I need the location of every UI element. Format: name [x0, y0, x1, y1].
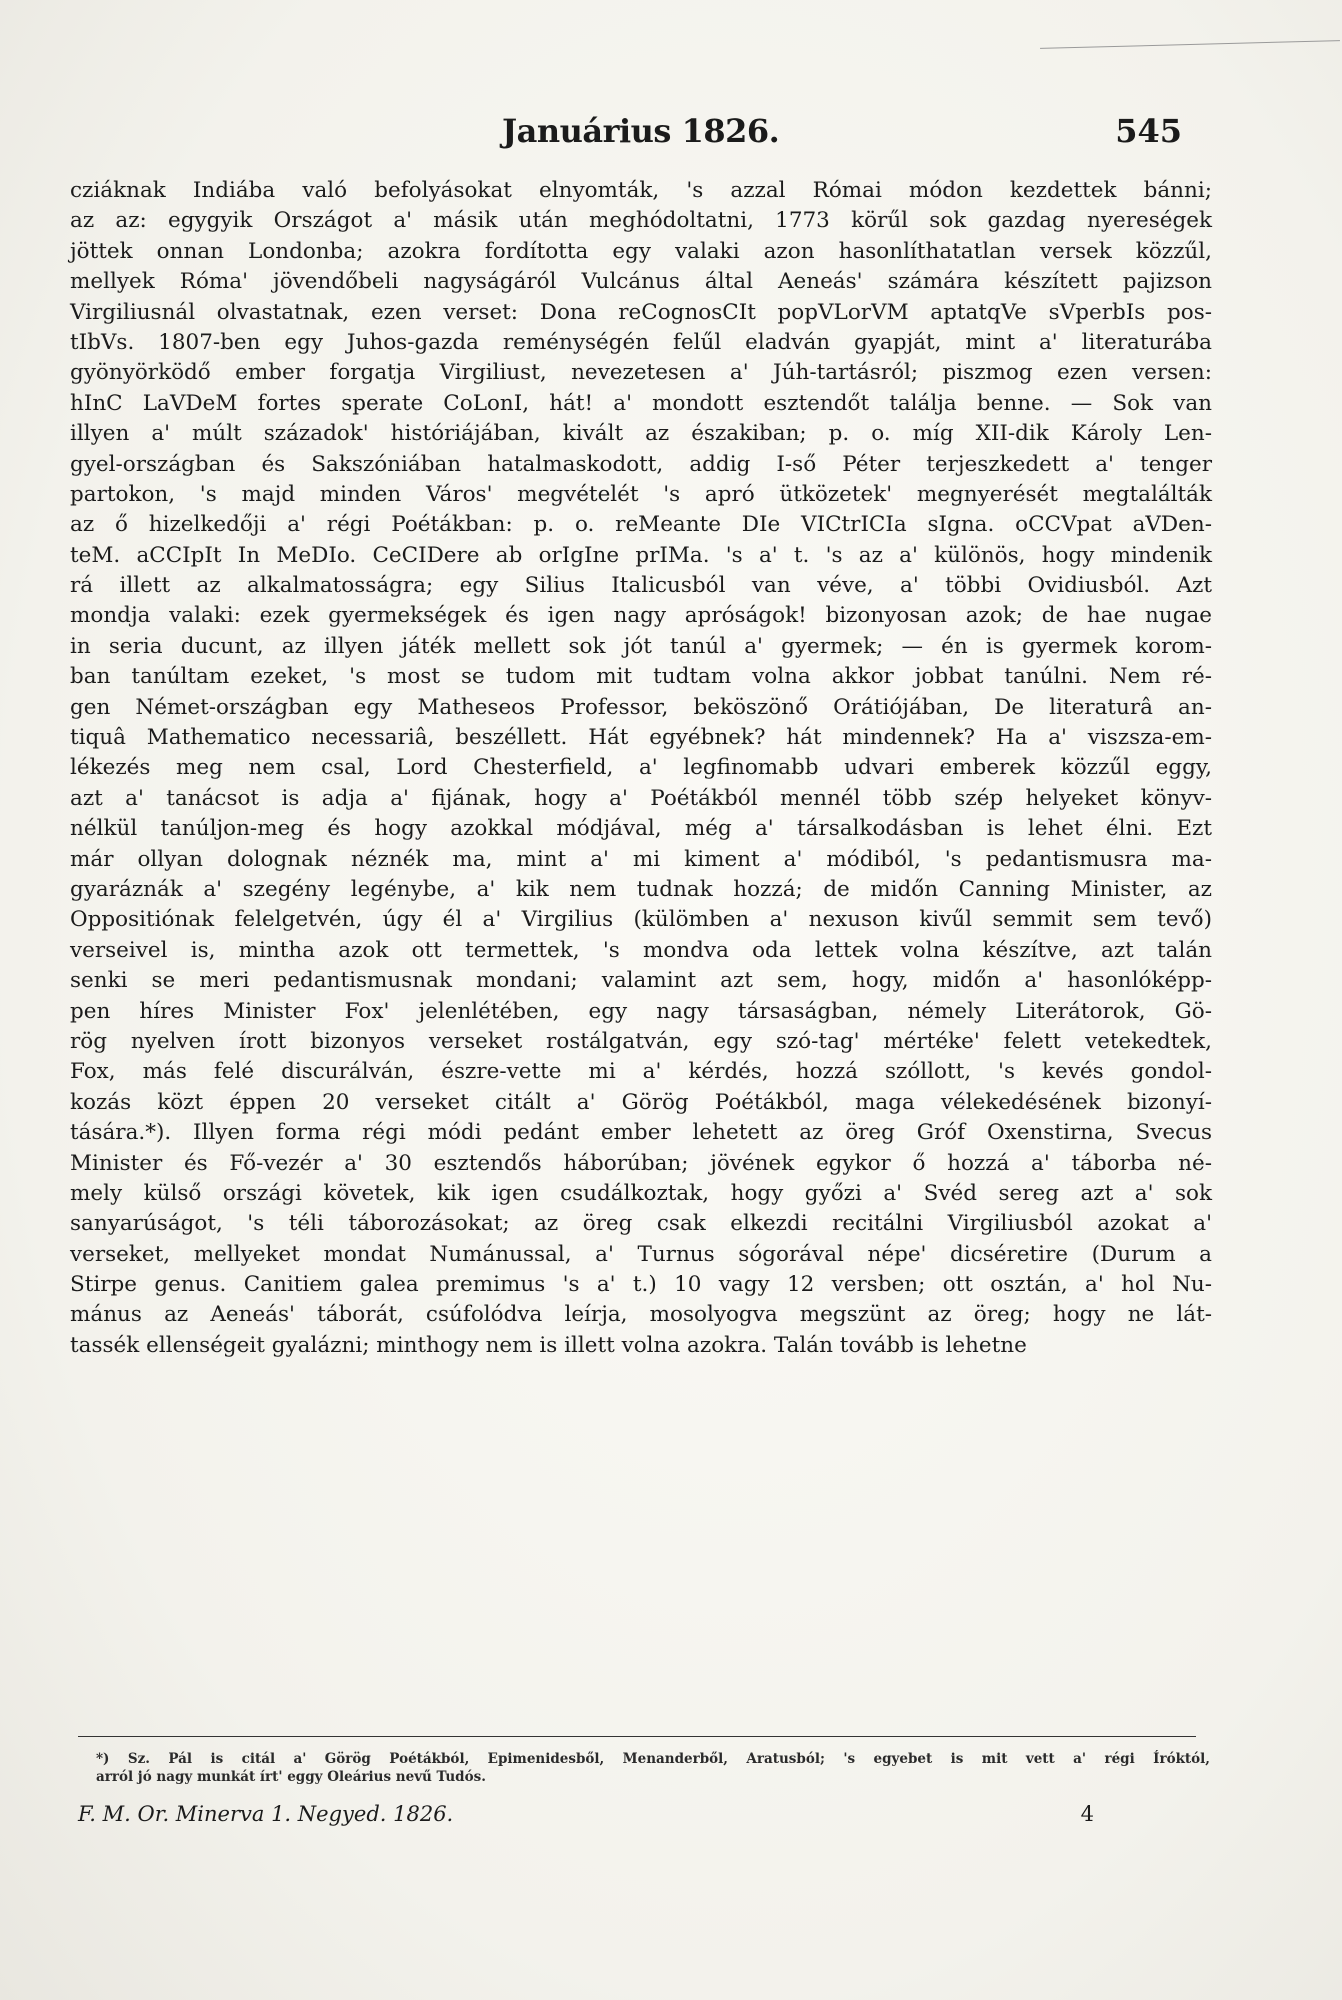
text-line: rá illett az alkalmatosságra; egy Silius Italicusból van véve, a' többi Ovidiusból. Azt	[70, 573, 1212, 599]
body-text	[70, 176, 1212, 1361]
text-line: mellyek Róma' jövendőbeli nagyságáról Vulcánus által Aeneás' számára készített pajizson	[70, 269, 1212, 295]
text-line: mondja valaki: ezek gyermekségek és igen nagy apróságok! bizonyosan azok; de hae nugae	[70, 603, 1212, 629]
text-line: rög nyelven írott bizonyos verseket rostálgatván, egy szó-tag' mértéke' felett vetekedtek,	[70, 1028, 1212, 1054]
text-line: már ollyan dolognak néznék ma, mint a' mi kiment a' módiból, 's pedantismusra ma-	[70, 846, 1212, 872]
text-line: lékezés meg nem csal, Lord Chesterfield, a' legfinomabb udvari emberek közzűl eggy,	[70, 755, 1212, 781]
text-line: partokon, 's majd minden Város' megvételét 's apró ütközetek' megnyerését megtalálták	[70, 481, 1212, 507]
sheet-number: 4	[1080, 1802, 1094, 1826]
text-line: Oppositiónak felelgetvén, úgy él a' Virgilius (külömben a' nexuson kivűl semmit sem tevő)	[70, 907, 1212, 933]
text-line: jöttek onnan Londonba; azokra fordította egy valaki azon hasonlíthatatlan versek közzűl,	[70, 238, 1212, 264]
printer-signature	[78, 1802, 1094, 1830]
text-line: pen híres Minister Fox' jelenlétében, egy nagy társaságban, némely Literátorok, Gö-	[70, 998, 1212, 1024]
text-line: hInC LaVDeM fortes sperate CoLonI, hát! a' mondott esztendőt találja benne. — Sok van	[70, 390, 1212, 416]
text-line: azt a' tanácsot is adja a' fijának, hogy a' Poétákból mennél több szép helyeket könyv-	[70, 785, 1212, 811]
text-line: Fox, más felé discurálván, észre-vette mi a' kérdés, hozzá szóllott, 's kevés gondol-	[70, 1059, 1212, 1085]
text-line: az ő hizelkedőji a' régi Poétákban: p. o. reMeante DIe VICtrICIa sIgna. oCCVpat aVDen-	[70, 512, 1212, 538]
text-line: nélkül tanúljon-meg és hogy azokkal módjával, még a' társalkodásban is lehet élni. Ezt	[70, 816, 1212, 842]
footnote-line: arról jó nagy munkát írt' eggy Oleárius nevű Tudós.	[96, 1769, 486, 1785]
text-line: gyel-országban és Saksz​óniában hatalmaskodott, addig I-ső Péter terjeszkedett a' tenger	[70, 451, 1212, 477]
footnote-rule	[78, 1736, 1196, 1737]
text-line: verseket, mellyeket mondat Numánussal, a' Turnus sógorával népe' dicséretire (Durum a	[70, 1241, 1212, 1267]
text-line: tIbVs. 1807-ben egy Juhos-gazda reménységén felűl eladván gyapját, mint a' literaturába	[70, 329, 1212, 355]
text-line: ban tanúltam ezeket, 's most se tudom mit tudtam volna akkor jobbat tanúlni. Nem ré-	[70, 664, 1212, 690]
page-number: 545	[1115, 112, 1182, 150]
footnote-line: *) Sz. Pál is citál a' Görög Poétákból, Epimenidesből, Menanderből, Aratusból; 's egyebet is mit vett a' régi Íróktól,	[96, 1751, 1210, 1767]
text-line: kozás közt éppen 20 verseket citált a' Görög Poétákból, maga vélekedésének bizonyí-	[70, 1089, 1212, 1115]
text-line: illyen a' múlt századok' históriájában, kivált az északiban; p. o. míg XII-dik Károly Len-	[70, 421, 1212, 447]
text-line: senki se meri pedantismusnak mondani; valamint azt sem, hogy, midőn a' hasonlóképp-	[70, 968, 1212, 994]
footnote	[96, 1750, 1210, 1786]
text-line: mely külső országi követek, kik igen csudálkoztak, hogy győzi a' Svéd sereg azt a' sok	[70, 1180, 1212, 1206]
text-line: gyönyörködő ember forgatja Virgiliust, nevezetesen a' Júh-tartásról; piszmog ezen versen:	[70, 360, 1212, 386]
text-line: Virgiliusnál olvastatnak, ezen verset: Dona reCognosCIt popVLorVM aptatqVe sVperbIs pos-	[70, 299, 1212, 325]
text-line: Minister és Fő-vezér a' 30 esztendős háborúban; jövének egykor ő hozzá a' táborba né-	[70, 1150, 1212, 1176]
page-edge-rule	[1040, 40, 1340, 49]
text-line: teM. aCCIpIt In MeDIo. CeCIDere ab orIgIne prIMa. 's a' t. 's az a' különös, hogy mindenik	[70, 542, 1212, 568]
text-line: tiquâ Mathematico necessariâ, beszéllett. Hát egyébnek? hát mindennek? Ha a' viszsza-em-	[70, 725, 1212, 751]
signature-text: F. M. Or. Minerva 1. Negyed. 1826.	[78, 1802, 454, 1826]
text-line: tására.*). Illyen forma régi módi pedánt ember lehetett az öreg Gróf Oxenstirna, Svecus	[70, 1120, 1212, 1146]
text-line: gen Német-országban egy Matheseos Professor, beköszönő Orátiójában, De literaturâ an-	[70, 694, 1212, 720]
text-line: tassék ellenségeit gyalázni; minthogy nem is illett volna azokra. Talán tovább is lehetne	[70, 1332, 1027, 1358]
text-line: az az: egygyik Országot a' másik után meghódoltatni, 1773 körűl sok gazdag nyereségek	[70, 208, 1212, 234]
text-line: sanyarúságot, 's téli táborozásokat; az öreg csak elkezdi recitálni Virgiliusból azokat a'	[70, 1211, 1212, 1237]
text-line: in seria ducunt, az illyen játék mellett sok jót tanúl a' gyermek; — én is gyermek korom-	[70, 633, 1212, 659]
text-line: gyaráznák a' szegény legénybe, a' kik nem tudnak hozzá; de midőn Canning Minister, az	[70, 876, 1212, 902]
running-header	[480, 112, 1182, 156]
running-title: Januárius 1826.	[502, 112, 780, 150]
text-line: cziáknak Indiába való befolyásokat elnyomták, 's azzal Római módon kezdettek bánni;	[70, 178, 1212, 203]
text-line: Stirpe genus. Canitiem galea premimus 's a' t.) 10 vagy 12 versben; ott osztán, a' hol Nu-	[70, 1272, 1212, 1298]
text-line: verseivel is, mintha azok ott termettek, 's mondva oda lettek volna készítve, azt talán	[70, 937, 1212, 963]
text-line: mánus az Aeneás' táborát, csúfolódva leírja, mosolyogva megszünt az öreg; hogy ne lát-	[70, 1302, 1212, 1328]
